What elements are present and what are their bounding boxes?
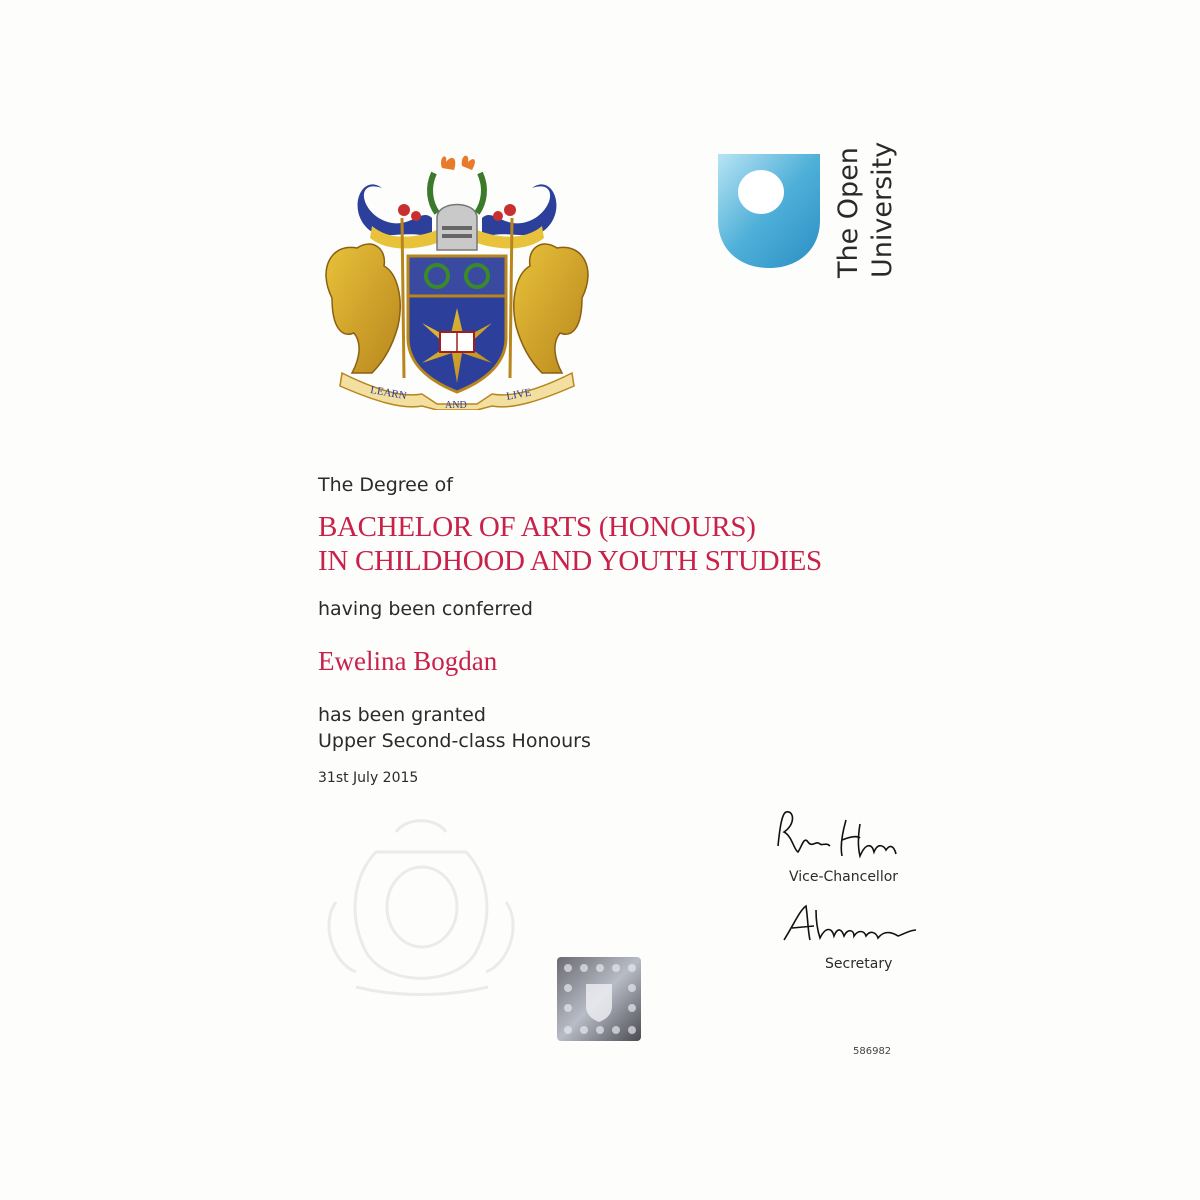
university-name-line2: University [867,141,898,278]
crest-motto-and: AND [445,400,467,410]
secretary-label: Secretary [825,956,893,972]
degree-title-line2: IN CHILDHOOD AND YOUTH STUDIES [318,545,822,577]
security-hologram-icon [556,956,642,1042]
recipient-name: Ewelina Bogdan [318,646,498,676]
open-university-logo-icon [714,150,824,272]
serial-number: 586982 [853,1046,892,1057]
vice-chancellor-signature-icon [768,806,908,866]
award-block [318,702,591,754]
crest-motto-learn: LEARN [369,384,408,403]
coat-of-arms-icon [312,148,602,410]
conferred-text: having been conferred [318,598,533,620]
classification: Upper Second-class Honours [318,730,591,752]
university-name-line1: The Open [833,147,864,278]
award-date: 31st July 2015 [318,770,419,786]
secretary-signature-icon [780,900,920,952]
granted-text: has been granted [318,704,486,726]
degree-title-line1: BACHELOR OF ARTS (HONOURS) [318,511,756,543]
vice-chancellor-label: Vice-Chancellor [789,869,899,885]
embossed-seal-icon [316,812,528,1002]
crest-motto-live: LIVE [505,386,533,403]
university-wordmark [832,141,912,280]
degree-title [318,510,822,578]
degree-intro: The Degree of [318,474,453,496]
